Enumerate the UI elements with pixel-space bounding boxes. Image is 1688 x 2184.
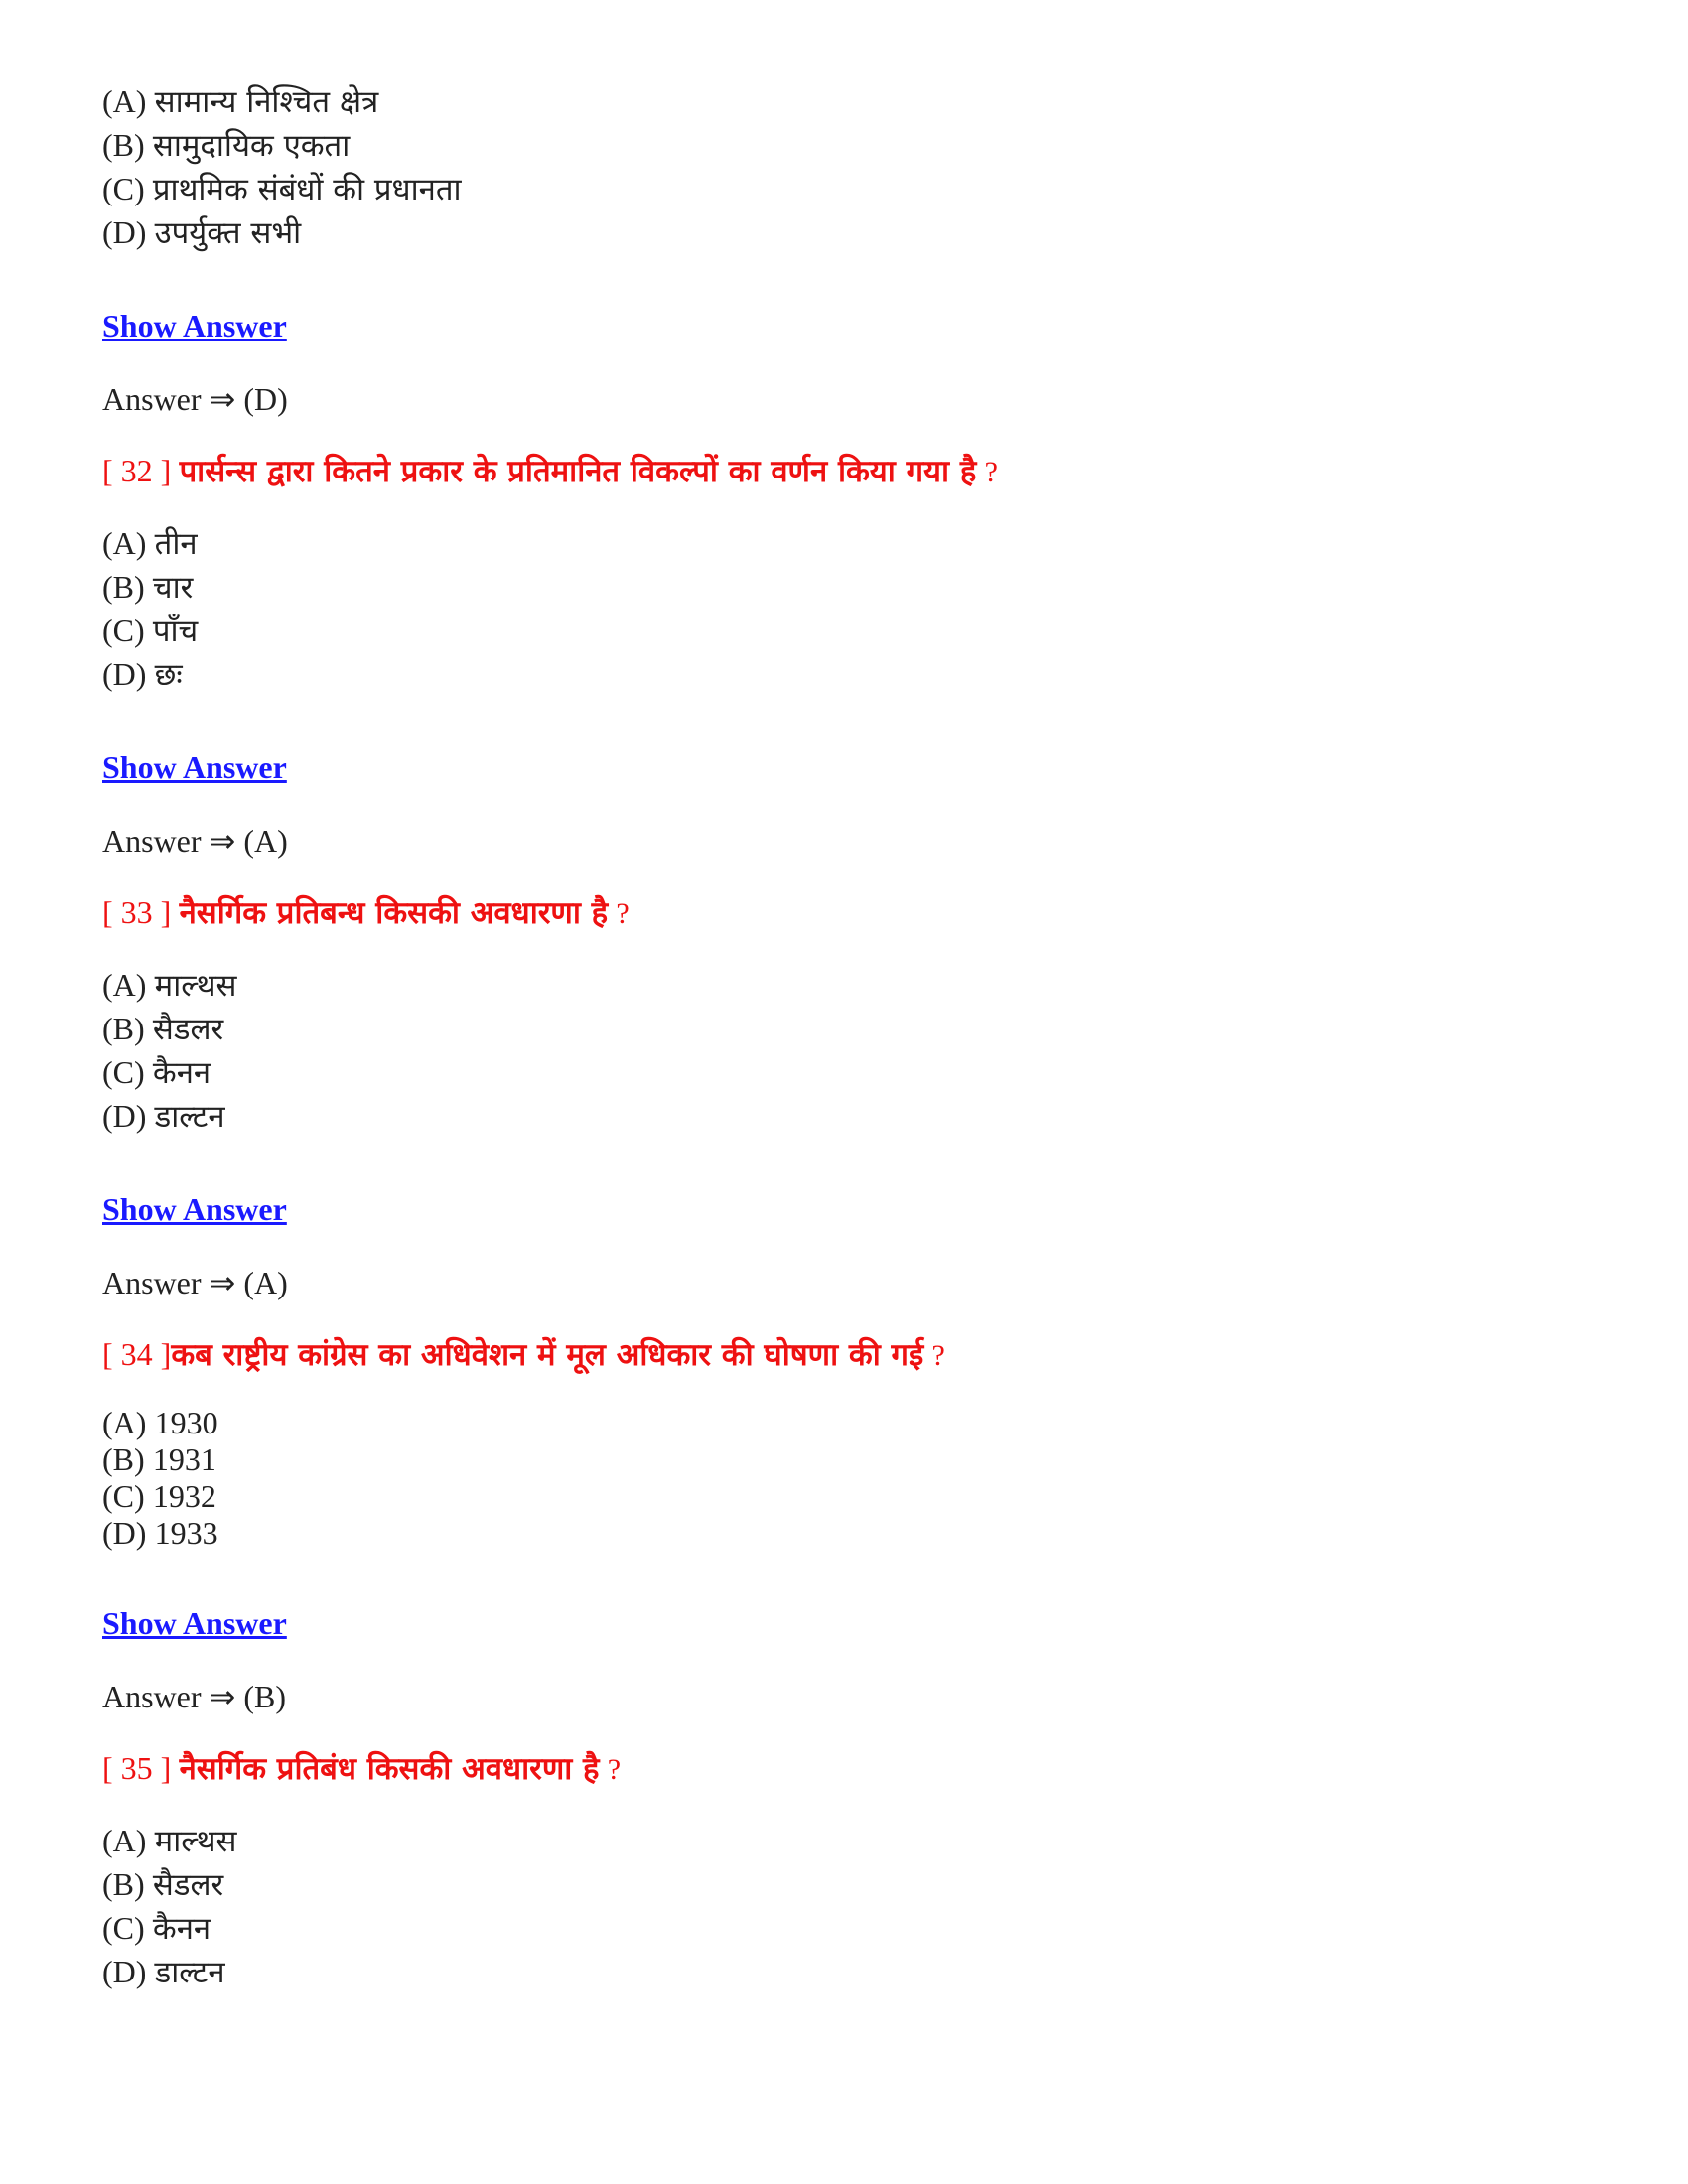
show-answer-link[interactable]: Show Answer xyxy=(102,308,287,343)
option-b: (B) सैडलर xyxy=(102,1866,224,1903)
option-c: (C) पाँच xyxy=(102,613,199,649)
option-d: (D) छः xyxy=(102,656,183,693)
option-c: (C) 1932 xyxy=(102,1478,216,1514)
question-32-options xyxy=(102,521,1592,696)
question-35-options xyxy=(102,1819,1592,1993)
question-33-heading: [ 33 ] नैसर्गिक प्रतिबन्ध किसकी अवधारणा है ? xyxy=(102,894,630,931)
show-answer-link[interactable]: Show Answer xyxy=(102,1605,287,1641)
option-d: (D) डाल्टन xyxy=(102,1098,225,1135)
answer-text: Answer ⇒ (B) xyxy=(102,1679,286,1714)
option-a: (A) सामान्य निश्चित क्षेत्र xyxy=(102,83,379,120)
option-a: (A) माल्थस xyxy=(102,967,237,1004)
option-a: (A) तीन xyxy=(102,525,198,562)
option-b: (B) सामुदायिक एकता xyxy=(102,127,351,164)
option-d: (D) 1933 xyxy=(102,1515,218,1551)
option-a: (A) माल्थस xyxy=(102,1823,237,1859)
option-c: (C) कैनन xyxy=(102,1054,211,1091)
option-d: (D) डाल्टन xyxy=(102,1954,225,1990)
option-a: (A) 1930 xyxy=(102,1405,218,1440)
question-34-heading: [ 34 ]कब राष्ट्रीय कांग्रेस का अधिवेशन में मूल अधिकार की घोषणा की गई ? xyxy=(102,1336,945,1373)
answer-text: Answer ⇒ (D) xyxy=(102,381,288,417)
question-32-heading: [ 32 ] पार्सन्स द्वारा कितने प्रकार के प्रतिमानित विकल्पों का वर्णन किया गया है ? xyxy=(102,453,998,489)
question-35-heading: [ 35 ] नैसर्गिक प्रतिबंध किसकी अवधारणा है ? xyxy=(102,1750,622,1787)
show-answer-link[interactable]: Show Answer xyxy=(102,750,287,785)
document-page xyxy=(102,79,1592,1993)
answer-text: Answer ⇒ (A) xyxy=(102,823,288,859)
option-b: (B) 1931 xyxy=(102,1441,216,1477)
question-34-options xyxy=(102,1405,1592,1552)
question-31-options xyxy=(102,79,1592,254)
option-d: (D) उपर्युक्त सभी xyxy=(102,214,302,251)
option-b: (B) सैडलर xyxy=(102,1011,224,1047)
option-c: (C) कैनन xyxy=(102,1910,211,1947)
option-b: (B) चार xyxy=(102,569,194,606)
answer-text: Answer ⇒ (A) xyxy=(102,1265,288,1300)
option-c: (C) प्राथमिक संबंधों की प्रधानता xyxy=(102,171,462,207)
show-answer-link[interactable]: Show Answer xyxy=(102,1191,287,1227)
question-33-options xyxy=(102,963,1592,1138)
